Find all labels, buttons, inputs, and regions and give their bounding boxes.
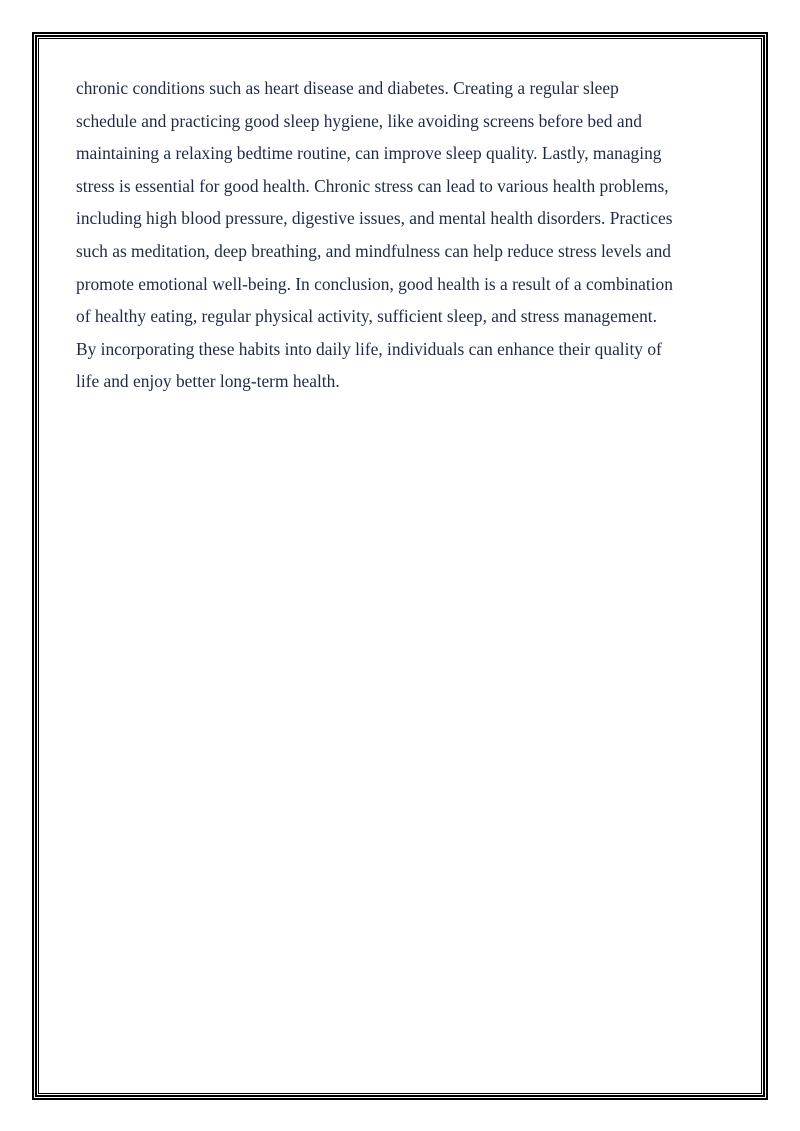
paragraph-line: life and enjoy better long-term health. [76, 371, 340, 392]
paragraph-line: maintaining a relaxing bedtime routine, can improve sleep quality. Lastly, managing [76, 143, 662, 164]
paragraph-line: such as meditation, deep breathing, and mindfulness can help reduce stress levels and [76, 240, 671, 261]
paragraph-line: stress is essential for good health. Chronic stress can lead to various health problems, [76, 175, 669, 196]
paragraph-line: including high blood pressure, digestive issues, and mental health disorders. Practices [76, 208, 673, 229]
body-paragraph [76, 72, 736, 398]
paragraph-line: By incorporating these habits into daily life, individuals can enhance their quality of [76, 338, 662, 359]
paragraph-line: schedule and practicing good sleep hygiene, like avoiding screens before bed and [76, 110, 642, 131]
paragraph-line: of healthy eating, regular physical activity, sufficient sleep, and stress management. [76, 306, 657, 327]
paragraph-line: promote emotional well-being. In conclusion, good health is a result of a combination [76, 273, 673, 294]
paragraph-line: chronic conditions such as heart disease and diabetes. Creating a regular sleep [76, 78, 619, 98]
